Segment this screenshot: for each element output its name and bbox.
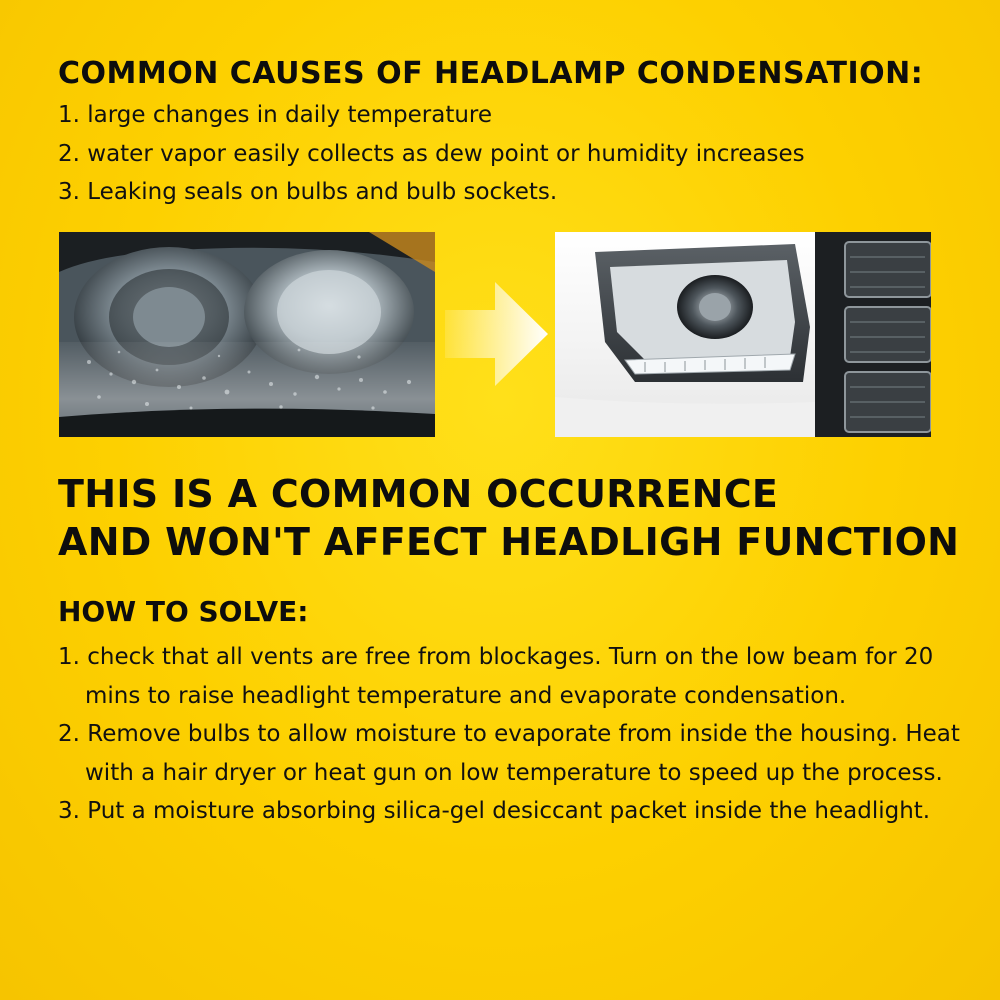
- causes-title: COMMON CAUSES OF HEADLAMP CONDENSATION:: [58, 56, 924, 91]
- list-item: 3. Leaking seals on bulbs and bulb sockets.: [58, 179, 558, 205]
- solve-title: HOW TO SOLVE:: [58, 595, 309, 628]
- fogged-headlight-photo: [59, 232, 435, 437]
- occurrence-heading: [58, 470, 978, 566]
- right-arrow-icon: [445, 280, 550, 388]
- occurrence-line-1: THIS IS A COMMON OCCURRENCE: [58, 472, 779, 516]
- occurrence-line-2: AND WON'T AFFECT HEADLIGH FUNCTION: [58, 520, 960, 564]
- list-item: 2. water vapor easily collects as dew point or humidity increases: [58, 140, 805, 167]
- solve-list: [58, 638, 978, 831]
- list-item: 2. Remove bulbs to allow moisture to evaporate from inside the housing. Heat with a hair dryer or heat gun on low temperature to speed up the process.: [58, 721, 960, 786]
- list-item: 3. Put a moisture absorbing silica-gel desiccant packet inside the headlight.: [58, 798, 931, 824]
- list-item: 1. check that all vents are free from blockages. Turn on the low beam for 20 mins to raise headlight temperature and evaporate condensation.: [58, 644, 934, 709]
- clear-headlight-photo: [555, 232, 931, 437]
- list-item: 1. large changes in daily temperature: [58, 102, 493, 128]
- causes-list: [58, 96, 978, 212]
